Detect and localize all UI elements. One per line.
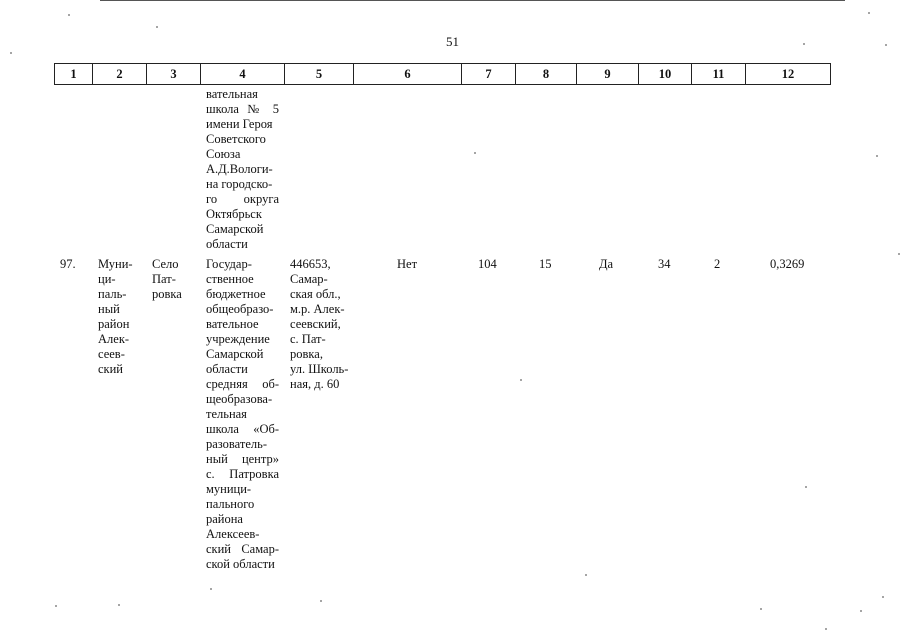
scan-speck: [805, 486, 807, 488]
column-header-7: 7: [462, 64, 516, 85]
scan-speck: [156, 26, 158, 28]
scan-speck: [760, 608, 762, 610]
column-header-11: 11: [692, 64, 746, 85]
col12-value: 0,3269: [770, 257, 805, 271]
scan-speck: [118, 604, 120, 606]
scan-speck: [860, 610, 862, 612]
scan-speck: [210, 588, 212, 590]
institution-name-cell: Государ- ственное бюджетное общеобразо- вательное учреждение Самарской области средняя об- щеобразова- тельная школа «Об- разователь- ный центр» с. Патровка муници- пального района Алексеев- ский Самар- ской области: [206, 257, 279, 571]
scan-speck: [10, 52, 12, 54]
district-cell: Муни- ци- паль- ный район Алек- сеев- ский: [98, 257, 133, 376]
col8-value: 15: [539, 257, 552, 271]
scan-speck: [885, 44, 887, 46]
scan-speck: [825, 628, 827, 630]
scan-speck: [520, 379, 522, 381]
scan-speck: [868, 12, 870, 14]
column-header-10: 10: [639, 64, 692, 85]
column-header-5: 5: [285, 64, 354, 85]
scan-speck: [320, 600, 322, 602]
page-number: 51: [446, 34, 459, 49]
column-header-9: 9: [577, 64, 639, 85]
column-header-2: 2: [93, 64, 147, 85]
scan-speck: [474, 152, 476, 154]
scan-speck: [876, 155, 878, 157]
column-header-8: 8: [516, 64, 577, 85]
col11-value: 2: [714, 257, 721, 271]
col7-value: 104: [478, 257, 497, 271]
settlement-cell: Село Пат- ровка: [152, 257, 182, 301]
column-header-4: 4: [201, 64, 285, 85]
col9-value: Да: [599, 257, 614, 271]
scan-speck: [898, 253, 900, 255]
column-header-6: 6: [354, 64, 462, 85]
address-cell: 446653, Самар- ская обл., м.р. Алек- сеевский, с. Пат- ровка, ул. Школь- ная, д. 60: [290, 257, 349, 391]
scan-speck: [55, 605, 57, 607]
row-number: 97.: [60, 257, 76, 271]
scan-speck: [882, 596, 884, 598]
column-header-3: 3: [147, 64, 201, 85]
scan-speck: [585, 574, 587, 576]
top-rule: [100, 0, 845, 1]
column-header-row: [54, 63, 831, 85]
column-header-1: 1: [55, 64, 93, 85]
scan-speck: [68, 14, 70, 16]
col6-value: Нет: [397, 257, 418, 271]
column-header-12: 12: [746, 64, 831, 85]
col10-value: 34: [658, 257, 671, 271]
scan-speck: [803, 43, 805, 45]
continued-institution-name: вательная школа № 5 имени Героя Советского Союза А.Д.Вологи- на городско- го округа Октябрьск Самарской области: [206, 87, 279, 251]
